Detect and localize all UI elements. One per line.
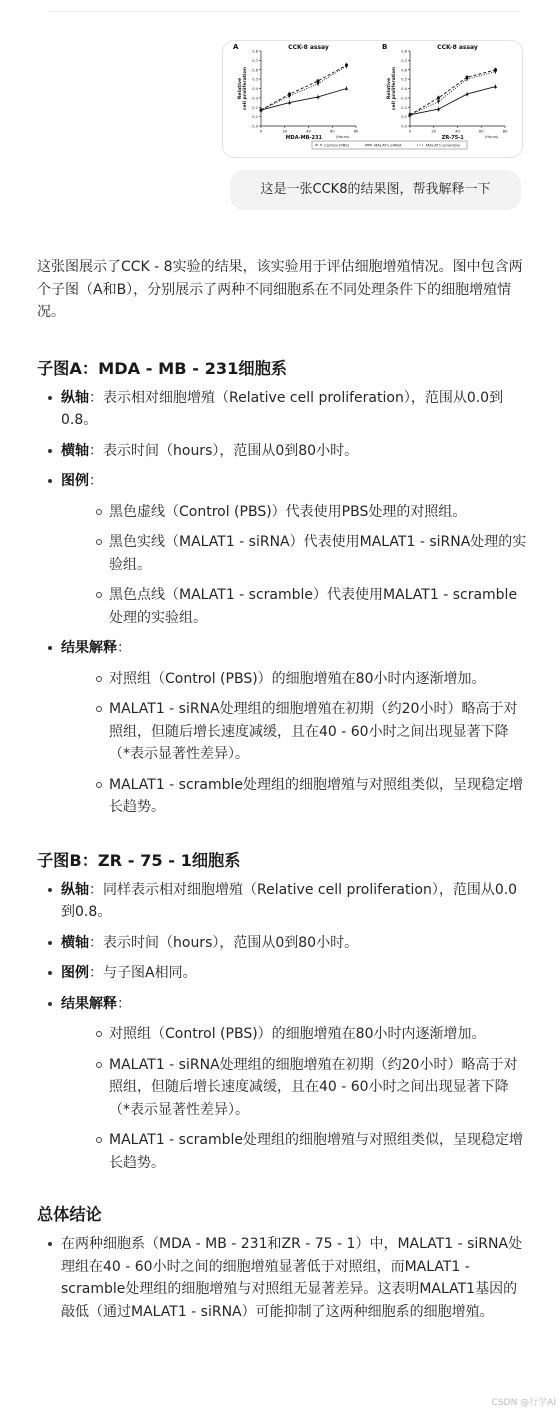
x-axis-label: MDA-MB-231 [285, 135, 322, 141]
list-item: 横轴：表示时间（hours），范围从0到80小时。 [37, 932, 527, 955]
y-tick-label: 0.1 [252, 115, 258, 120]
y-tick-label: 0.8 [252, 49, 258, 54]
y-axis-label: cell proliferation [392, 66, 397, 111]
list-item: 纵轴：同样表示相对细胞增殖（Relative cell proliferation），范围从0.0到0.8。 [37, 879, 527, 924]
answer-intro: 这张图展示了CCK - 8实验的结果，该实验用于评估细胞增殖情况。图中包含两个子图（A和B），分别展示了两种不同细胞系在不同处理条件下的细胞增殖情况。 [37, 259, 523, 320]
list-item: 黑色实线（MALAT1 - siRNA）代表使用MALAT1 - siRNA处理的实验组。 [61, 531, 527, 576]
list-item: 结果解释： 对照组（Control (PBS)）的细胞增殖在80小时内逐渐增加。 MALAT1 - siRNA处理组的细胞增殖在初期（约20小时）略高于对照组，但随后增长速度减缓，且在40 - 60小时之间出现显著下降（*表示显著性差异）。 MALAT1 - scramble处理组的细胞增殖与对照组类似，呈现稳定增长趋势。 [37, 993, 527, 1175]
top-divider [48, 11, 520, 12]
list-item: 图例： 黑色虚线（Control (PBS)）代表使用PBS处理的对照组。 黑色实线（MALAT1 - siRNA）代表使用MALAT1 - siRNA处理的实验组。 黑色点线（MALAT1 - scramble）代表使用MALAT1 - scramble处理的实验组。 [37, 470, 527, 629]
y-axis-label: Relative [238, 77, 243, 100]
section-b-list [37, 879, 527, 1175]
chart-title: CCK-8 assay [288, 44, 329, 51]
user-message-bubble [230, 170, 521, 210]
y-axis-label: cell proliferation [243, 66, 248, 111]
y-tick-label: 0.4 [252, 87, 258, 92]
chart-title: CCK-8 assay [437, 44, 478, 51]
y-tick-label: 0.3 [252, 96, 258, 101]
legend-label: MALAT1-siRNA [374, 142, 402, 148]
y-tick-label: 0.7 [401, 58, 407, 63]
series-line [261, 89, 347, 111]
section-a-heading: 子图A：MDA - MB - 231细胞系 [37, 358, 287, 378]
uploaded-image[interactable] [222, 40, 523, 158]
list-item: 黑色虚线（Control (PBS)）代表使用PBS处理的对照组。 [61, 501, 527, 524]
y-tick-label: 0.1 [401, 115, 407, 120]
list-item: 结果解释： 对照组（Control (PBS)）的细胞增殖在80小时内逐渐增加。 MALAT1 - siRNA处理组的细胞增殖在初期（约20小时）略高于对照组，但随后增长速度减缓，且在40 - 60小时之间出现显著下降（*表示显著性差异）。 MALAT1 - scramble处理组的细胞增殖与对照组类似，呈现稳定增长趋势。 [37, 637, 527, 819]
x-tick-label: 0 [259, 128, 263, 134]
data-point [494, 70, 497, 73]
assistant-answer [37, 256, 527, 1331]
cck8-chart-figure [223, 41, 522, 157]
y-tick-label: 0.0 [252, 124, 258, 129]
y-tick-label: 0.3 [401, 96, 407, 101]
y-tick-label: 0.0 [401, 124, 407, 129]
section-a-list [37, 387, 527, 819]
y-tick-label: 0.2 [252, 105, 258, 110]
x-axis-unit: (Hours) [336, 135, 350, 139]
list-item: 对照组（Control (PBS)）的细胞增殖在80小时内逐渐增加。 [61, 1023, 527, 1046]
conclusion-list [37, 1233, 527, 1323]
x-tick-label: 80 [502, 128, 508, 134]
data-point [494, 85, 497, 88]
watermark: CSDN @行学AI [491, 1398, 556, 1408]
x-axis-unit: (Hours) [485, 135, 499, 139]
legend-label: Control (PBS) [324, 142, 350, 148]
y-tick-label: 0.5 [401, 77, 407, 82]
legend-label: MALAT1-scramble [426, 142, 460, 148]
section-b-heading: 子图B：ZR - 75 - 1细胞系 [37, 850, 241, 870]
x-tick-label: 20 [431, 128, 437, 134]
y-tick-label: 0.2 [401, 105, 407, 110]
y-tick-label: 0.8 [401, 49, 407, 54]
x-tick-label: 40 [455, 128, 460, 134]
x-tick-label: 20 [282, 128, 288, 134]
data-point [465, 78, 468, 81]
list-item: MALAT1 - siRNA处理组的细胞增殖在初期（约20小时）略高于对照组，但随后增长速度减缓，且在40 - 60小时之间出现显著下降（*表示显著性差异）。 [61, 1054, 527, 1122]
series-line [261, 65, 347, 110]
panel-label: B [382, 43, 388, 51]
list-item: 黑色点线（MALAT1 - scramble）代表使用MALAT1 - scramble处理的实验组。 [61, 584, 527, 629]
series-line [410, 87, 496, 115]
list-item: MALAT1 - scramble处理组的细胞增殖与对照组类似，呈现稳定增长趋势。 [61, 1129, 527, 1174]
user-message-text: 这是一张CCK8的结果图，帮我解释一下 [260, 182, 491, 197]
list-item: 纵轴：表示相对细胞增殖（Relative cell proliferation），范围从0.0到0.8。 [37, 387, 527, 432]
result-sublist [61, 1023, 527, 1174]
x-tick-label: 40 [306, 128, 311, 134]
y-tick-label: 0.6 [401, 68, 407, 73]
y-tick-label: 0.4 [401, 87, 407, 92]
series-line [410, 70, 496, 115]
y-axis-label: Relative [387, 77, 392, 100]
data-point [437, 96, 440, 99]
series-line [410, 72, 496, 115]
panel-label: A [233, 43, 239, 51]
x-tick-label: 0 [408, 128, 412, 134]
list-item: 图例：与子图A相同。 [37, 962, 527, 985]
x-axis-label: ZR-75-1 [441, 135, 464, 141]
x-tick-label: 60 [329, 128, 335, 134]
list-item: 对照组（Control (PBS)）的细胞增殖在80小时内逐渐增加。 [61, 668, 527, 691]
y-tick-label: 0.6 [252, 68, 258, 73]
list-item: 横轴：表示时间（hours），范围从0到80小时。 [37, 440, 527, 463]
x-tick-label: 80 [353, 128, 359, 134]
list-item: MALAT1 - siRNA处理组的细胞增殖在初期（约20小时）略高于对照组，但随后增长速度减缓，且在40 - 60小时之间出现显著下降（*表示显著性差异）。 [61, 698, 527, 766]
list-item: 在两种细胞系（MDA - MB - 231和ZR - 75 - 1）中，MALAT1 - siRNA处理组在40 - 60小时之间的细胞增殖显著低于对照组，而MALAT1 - scramble处理组的细胞增殖与对照组无显著差异。这表明MALAT1基因的敲低（通过MALAT1 - siRNA）可能抑制了这两种细胞系的细胞增殖。 [37, 1233, 527, 1323]
y-tick-label: 0.7 [252, 58, 258, 63]
result-sublist [61, 668, 527, 819]
data-point [345, 87, 348, 90]
data-point [316, 83, 319, 86]
y-tick-label: 0.5 [252, 77, 258, 82]
list-item: MALAT1 - scramble处理组的细胞增殖与对照组类似，呈现稳定增长趋势。 [61, 774, 527, 819]
conclusion-heading: 总体结论 [37, 1205, 102, 1224]
x-tick-label: 60 [478, 128, 484, 134]
legend-sublist [61, 501, 527, 630]
